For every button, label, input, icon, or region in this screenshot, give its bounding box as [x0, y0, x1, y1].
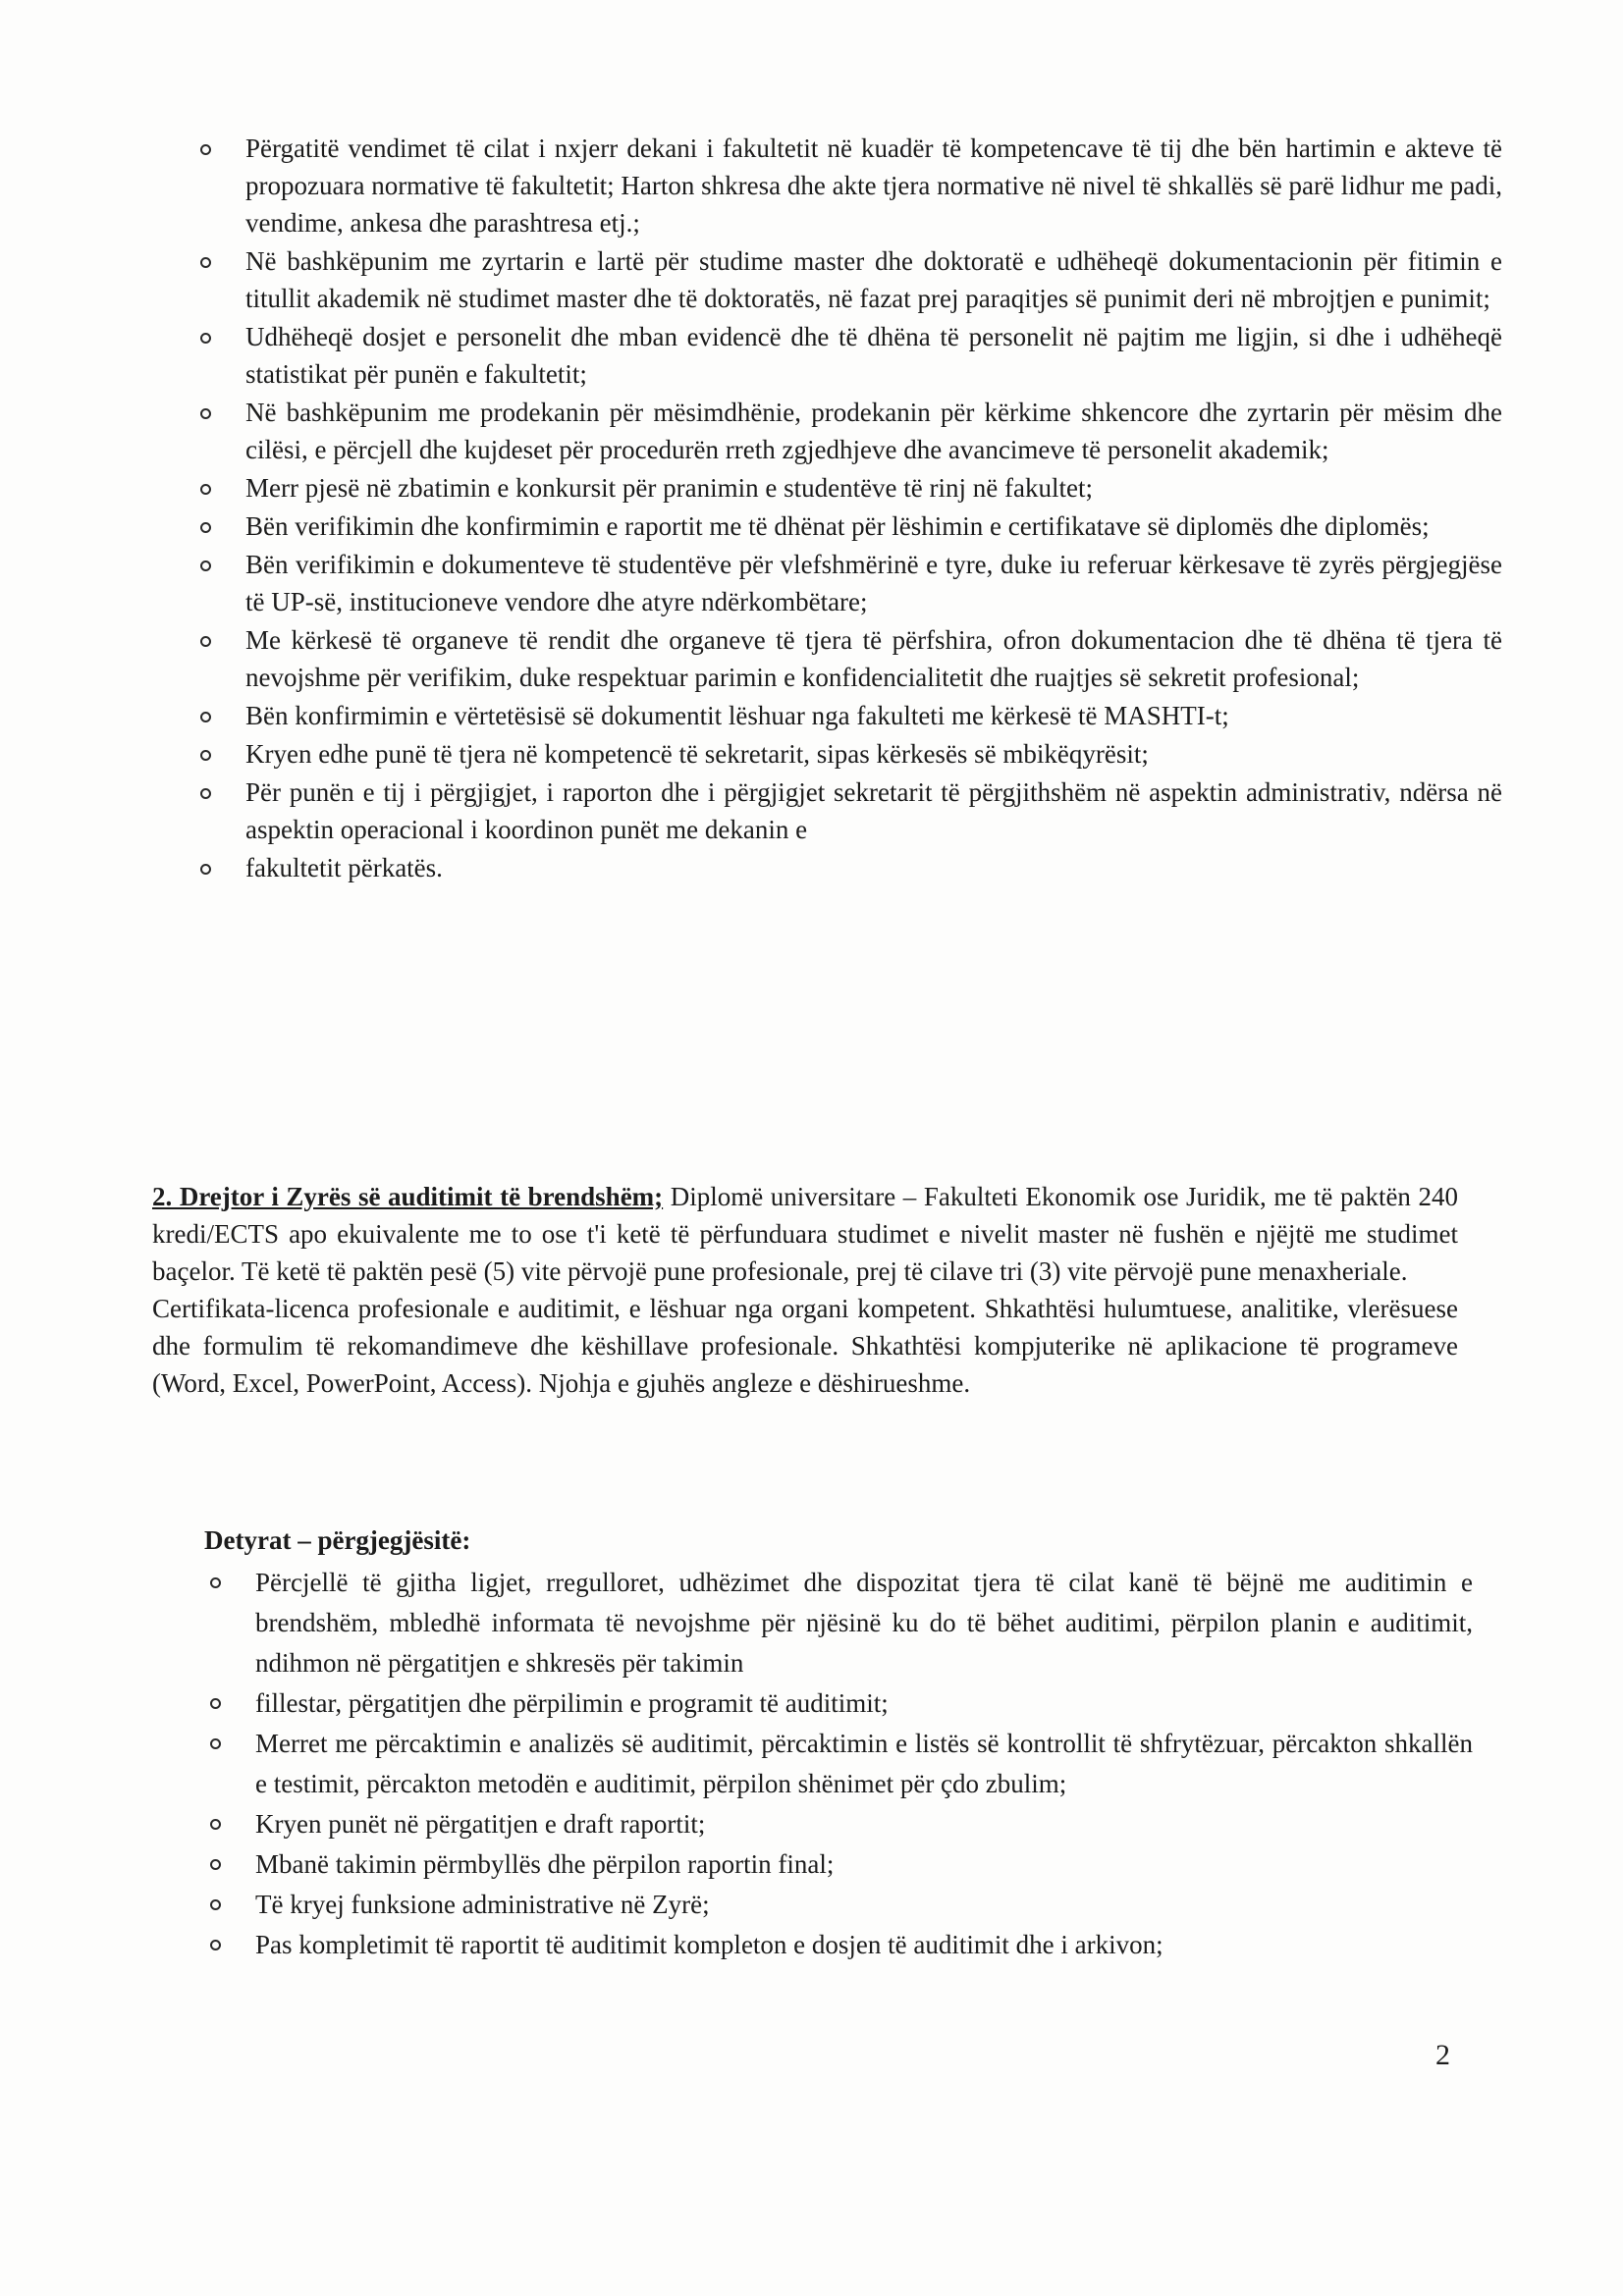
list-item-text: Bën verifikimin dhe konfirmimin e raportit me të dhënat për lëshimin e certifikatave së diplomës dhe diplomës; — [245, 511, 1430, 541]
list-item — [187, 394, 1502, 468]
list-item-text: Merret me përcaktimin e analizës së auditimit, përcaktimin e listës së kontrollit të shfrytëzuar, përcakton shkallën e testimit, përcakton metodën e auditimit, përpilon shënimet për çdo zbulim; — [255, 1729, 1473, 1798]
list-item — [187, 546, 1502, 620]
bullet-icon — [200, 333, 211, 344]
list-item — [187, 735, 1502, 773]
list-item-text: Kryen punët në përgatitjen e draft raportit; — [255, 1809, 706, 1839]
list-item — [196, 1804, 1473, 1844]
list-item-text: Bën verifikimin e dokumenteve të studentëve për vlefshmërinë e tyre, duke iu referuar kërkesave të zyrës përgjegjëse të UP-së, institucioneve vendore dhe atyre ndërkombëtare; — [245, 550, 1502, 616]
bullet-icon — [200, 484, 211, 495]
duties-heading: Detyrat – përgjegjësitë: — [204, 1525, 471, 1555]
list-item-text: Kryen edhe punë të tjera në kompetencë të sekretarit, sipas kërkesës së mbikëqyrësit; — [245, 739, 1149, 769]
list-item-text: Udhëheqë dosjet e personelit dhe mban evidencë dhe të dhëna të personelit në pajtim me ligjin, si dhe i udhëheqë statistikat për punën e fakultetit; — [245, 322, 1502, 389]
list-item-text: Me kërkesë të organeve të rendit dhe organeve të tjera të përfshira, ofron dokumentacion dhe të dhëna të tjera të nevojshme për verifikim, duke respektuar parimin e konfidencialitetit dhe ruajtjes së sekretit profesional; — [245, 625, 1502, 692]
bullet-icon — [210, 1819, 221, 1830]
list-item-text: Përgatitë vendimet të cilat i nxjerr dekani i fakultetit në kuadër të kompetencave të tij dhe bën hartimin e akteve të propozuara normative të fakultetit; Harton shkresa dhe akte tjera normative në nivel të shkallës së parë lidhur me padi, vendime, ankesa dhe parashtresa etj.; — [245, 133, 1502, 238]
list-item — [196, 1563, 1473, 1683]
bullet-icon — [200, 257, 211, 268]
page-number: 2 — [1435, 2039, 1450, 2071]
list-item-text: Të kryej funksione administrative në Zyrë; — [255, 1890, 710, 1919]
list-item-text: fakultetit përkatës. — [245, 853, 443, 882]
list-item-text: Merr pjesë në zbatimin e konkursit për pranimin e studentëve të rinj në fakultet; — [245, 473, 1093, 503]
bullet-icon — [200, 144, 211, 155]
list-item-text: Përcjellë të gjitha ligjet, rregulloret, udhëzimet dhe dispozitat tjera të cilat kanë të bëjnë me auditimin e brendshëm, mbledhë informata të nevojshme për njësinë ku do të bëhet auditimi, përpilon planin e auditimit, ndihmon në përgatitjen e shkresës për takimin — [255, 1568, 1473, 1678]
list-item — [187, 621, 1502, 696]
list-item — [196, 1683, 1473, 1724]
list-item — [196, 1844, 1473, 1885]
list-item-text: Pas kompletimit të raportit të auditimit kompleton e dosjen të auditimit dhe i arkivon; — [255, 1930, 1163, 1959]
section-text: Diplomë universitare – Fakulteti Ekonomik ose Juridik, me të paktën 240 kredi/ECTS apo ekuivalente me to ose t'i ketë të përfunduara studimet e nivelit master në fushën e njëjtë me studimet baçelor. Të ketë të paktën pesë (5) vite përvojë pune profesionale, prej të cilave tri (3) vite përvojë pune menaxheriale. — [152, 1182, 1458, 1286]
bullet-icon — [200, 522, 211, 533]
list-item — [187, 242, 1502, 317]
list-item — [187, 849, 1502, 886]
list-item — [196, 1724, 1473, 1804]
list-item — [196, 1925, 1473, 1965]
list-item-text: Mbanë takimin përmbyllës dhe përpilon raportin final; — [255, 1849, 835, 1879]
list-item-text: Në bashkëpunim me zyrtarin e lartë për studime master dhe doktoratë e udhëheqë dokumentacionin për fitimin e titullit akademik në studimet master dhe të doktoratës, në fazat prej paraqitjes së punimit deri në mbrojtjen e punimit; — [245, 246, 1502, 313]
section-paragraph: Certifikata-licenca profesionale e auditimit, e lëshuar nga organi kompetent. Shkathtësi hulumtuese, analitike, vlerësuese dhe formulim të rekomandimeve dhe këshillave profesionale. Shkathtësi kompjuterike në aplikacione të programeve (Word, Excel, PowerPoint, Access). Njohja e gjuhës angleze e dëshirueshme. — [152, 1294, 1458, 1398]
list-item — [187, 697, 1502, 734]
list-item — [196, 1885, 1473, 1925]
bullet-icon — [200, 636, 211, 647]
list-item-text: Bën konfirmimin e vërtetësisë së dokumentit lëshuar nga fakulteti me kërkesë të MASHTI-t; — [245, 701, 1229, 730]
bullet-list-audit-duties — [196, 1563, 1473, 1965]
list-item-text: Për punën e tij i përgjigjet, i raporton dhe i përgjigjet sekretarit të përgjithshëm në aspektin administrativ, ndërsa në aspektin operacional i koordinon punët me dekanin e — [245, 777, 1502, 844]
section-internal-audit-director — [152, 1178, 1458, 1402]
bullet-icon — [210, 1899, 221, 1910]
bullet-icon — [210, 1698, 221, 1709]
bullet-icon — [200, 561, 211, 571]
bullet-icon — [200, 864, 211, 875]
section-heading: 2. Drejtor i Zyrës së auditimit të brendshëm; — [152, 1182, 664, 1211]
bullet-icon — [210, 1859, 221, 1870]
bullet-list-secretary-duties — [187, 130, 1502, 886]
bullet-icon — [210, 1738, 221, 1749]
list-item-text: Në bashkëpunim me prodekanin për mësimdhënie, prodekanin për kërkime shkencore dhe zyrtarin për mësim dhe cilësi, e përcjell dhe kujdeset për procedurën rreth zgjedhjeve dhe avancimeve të personelit akademik; — [245, 398, 1502, 464]
list-item — [187, 130, 1502, 241]
bullet-icon — [210, 1940, 221, 1950]
bullet-icon — [200, 788, 211, 799]
bullet-icon — [200, 712, 211, 722]
list-item-text: fillestar, përgatitjen dhe përpilimin e programit të auditimit; — [255, 1688, 889, 1718]
section-paragraph — [152, 1178, 1458, 1290]
bullet-icon — [200, 750, 211, 761]
list-item — [187, 507, 1502, 545]
list-item — [187, 469, 1502, 507]
list-item — [187, 318, 1502, 393]
list-item — [187, 774, 1502, 848]
bullet-icon — [200, 408, 211, 419]
bullet-icon — [210, 1577, 221, 1588]
